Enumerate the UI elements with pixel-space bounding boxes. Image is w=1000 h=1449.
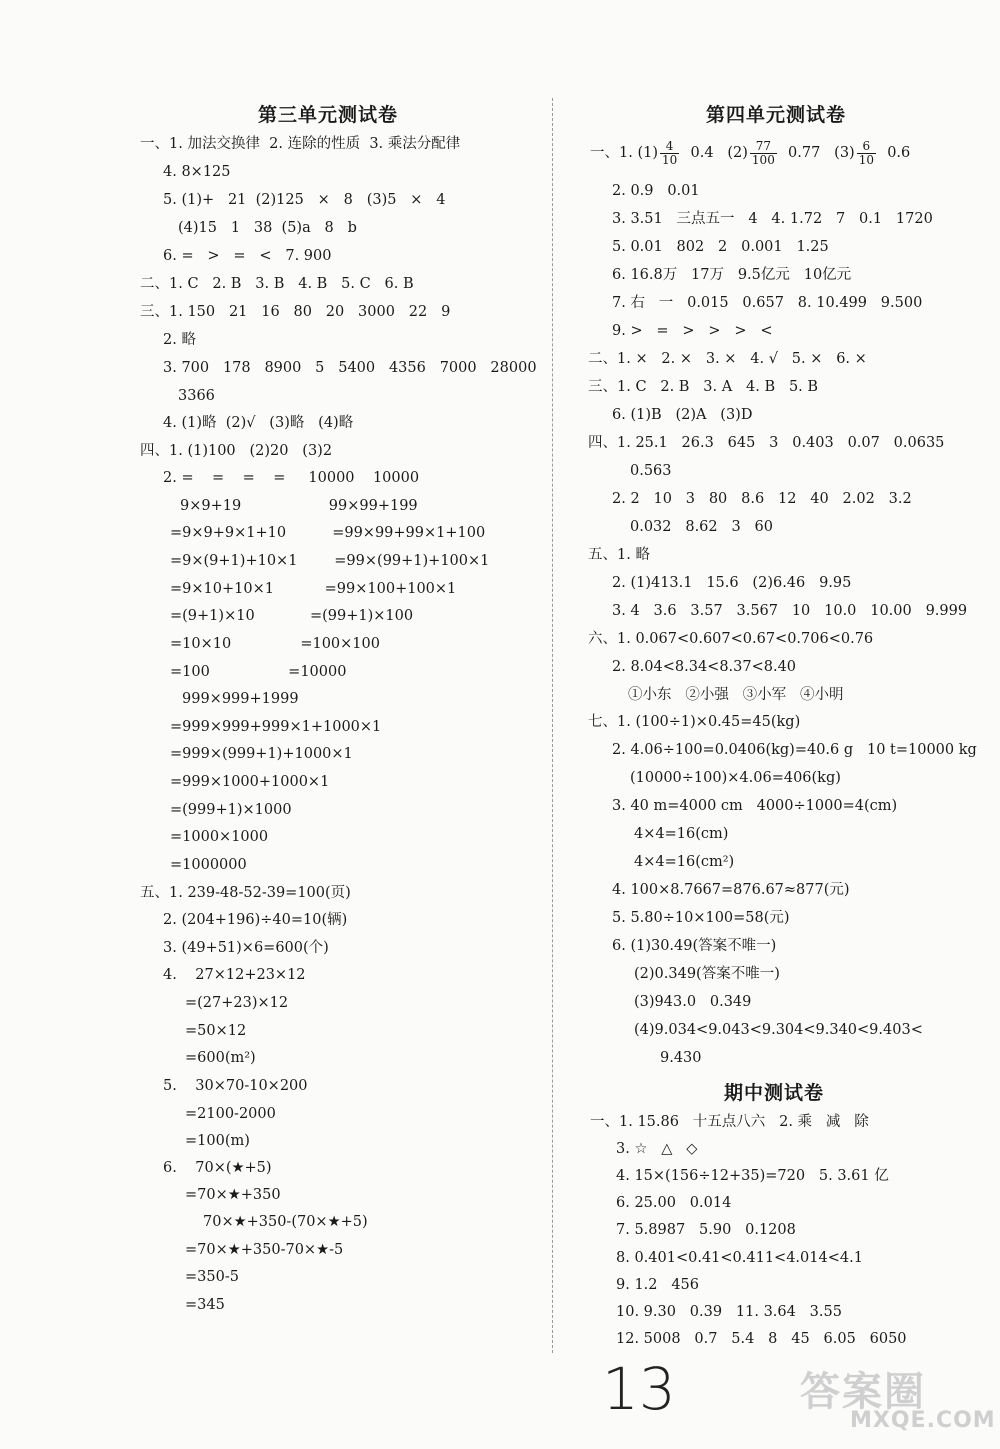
fraction-denominator: 10: [858, 152, 874, 167]
answer-line: 2. 4.06÷100=0.0406(kg)=40.6 g 10 t=10000 kg: [612, 742, 977, 758]
answer-line: 4. (1)略 (2)√ (3)略 (4)略: [163, 415, 354, 431]
fraction: [750, 140, 777, 167]
answer-line: 四、1. (1)100 (2)20 (3)2: [140, 443, 333, 459]
page-number: 13: [602, 1355, 676, 1423]
answer-line: (4)9.034<9.043<9.304<9.340<9.403<: [634, 1022, 923, 1038]
fraction: [857, 140, 876, 167]
answer-line: 6. 70×(★+5): [163, 1160, 272, 1176]
answer-line: (2)0.349(答案不唯一): [634, 966, 780, 982]
answer-line: ①小东 ②小强 ③小军 ④小明: [628, 687, 844, 703]
answer-line: =50×12: [185, 1023, 247, 1039]
answer-line: 999×999+1999: [182, 691, 299, 707]
answer-line: 12. 5008 0.7 5.4 8 45 6.05 6050: [616, 1331, 907, 1347]
fraction: [660, 140, 679, 167]
answer-line: 2. 略: [163, 332, 196, 348]
answer-line: 6. (1)30.49(答案不唯一): [612, 938, 777, 954]
answer-line: 三、1. 150 21 16 80 20 3000 22 9: [140, 304, 451, 320]
answer-line: =1000×1000: [170, 829, 269, 845]
answer-line: 8. 0.401<0.41<0.411<4.014<4.1: [616, 1250, 863, 1266]
answer-line: 5. 30×70-10×200: [163, 1078, 308, 1094]
answer-line: 六、1. 0.067<0.607<0.67<0.706<0.76: [588, 631, 874, 647]
answer-line: 7. 右 一 0.015 0.657 8. 10.499 9.500: [612, 295, 923, 311]
section-title-midterm: 期中测试卷: [724, 1082, 825, 1104]
answer-line: (3)943.0 0.349: [634, 994, 752, 1010]
answer-line: 3. 40 m=4000 cm 4000÷1000=4(cm): [612, 798, 898, 814]
answer-line: =999×1000+1000×1: [170, 774, 330, 790]
answer-line: 3. 700 178 8900 5 5400 4356 7000 28000: [163, 360, 537, 376]
answer-line: 6. = > = < 7. 900: [163, 248, 332, 264]
answer-line: (10000÷100)×4.06=406(kg): [630, 770, 841, 786]
answer-line: 三、1. C 2. B 3. A 4. B 5. B: [588, 379, 819, 395]
answer-line: =10×10 =100×100: [170, 636, 380, 652]
answer-line: 2. = = = = 10000 10000: [163, 470, 420, 486]
answer-line: 4. 8×125: [163, 164, 231, 180]
answer-line: 0.032 8.62 3 60: [630, 519, 773, 535]
fraction-numerator: 77: [750, 140, 777, 154]
answer-line: 五、1. 略: [588, 547, 650, 563]
answer-line: 9. > = > > > <: [612, 323, 773, 339]
answer-line: =70×★+350-70×★-5: [185, 1242, 344, 1258]
answer-line: 7. 5.8987 5.90 0.1208: [616, 1222, 796, 1238]
answer-line: 0.563: [630, 463, 672, 479]
answer-line: 4×4=16(cm): [634, 826, 729, 842]
answer-line: 四、1. 25.1 26.3 645 3 0.403 0.07 0.0635: [588, 435, 945, 451]
answer-line: =100(m): [185, 1133, 250, 1149]
answer-line: =100 =10000: [170, 664, 347, 680]
answer-line: 五、1. 239-48-52-39=100(页): [140, 885, 351, 901]
answer-line: 70×★+350-(70×★+5): [203, 1214, 368, 1230]
answer-line: 2. (204+196)÷40=10(辆): [163, 912, 348, 928]
fraction-numerator: 6: [857, 140, 876, 154]
answer-line-fractions: [590, 138, 910, 168]
answer-line: =9×10+10×1 =99×100+100×1: [170, 581, 457, 597]
answer-line: 二、1. C 2. B 3. B 4. B 5. C 6. B: [140, 276, 414, 292]
answer-line: =345: [185, 1297, 225, 1313]
answer-line: 七、1. (100÷1)×0.45=45(kg): [588, 714, 801, 730]
answer-line: 9. 1.2 456: [616, 1277, 700, 1293]
answer-line: =600(m²): [185, 1050, 256, 1066]
answer-line: =9×(9+1)+10×1 =99×(99+1)+100×1: [170, 553, 490, 569]
answer-line: 一、1. 15.86 十五点八六 2. 乘 减 除: [590, 1114, 869, 1130]
answer-line: 一、1. 加法交换律 2. 连除的性质 3. 乘法分配律: [140, 136, 461, 152]
section-title-unit3: 第三单元测试卷: [258, 104, 399, 126]
answer-line: 3366: [178, 388, 215, 404]
answer-line: 6. (1)B (2)A (3)D: [612, 407, 753, 423]
answer-line: =1000000: [170, 857, 247, 873]
answer-line: 6. 25.00 0.014: [616, 1195, 732, 1211]
answer-line: 3. 4 3.6 3.57 3.567 10 10.0 10.00 9.999: [612, 603, 968, 619]
answer-text: 一、1. (1): [590, 145, 658, 161]
answer-text: 0.4 (2): [681, 145, 748, 161]
answer-line: 2. 2 10 3 80 8.6 12 40 2.02 3.2: [612, 491, 912, 507]
answer-line: 3. 3.51 三点五一 4 4. 1.72 7 0.1 1720: [612, 211, 933, 227]
answer-line: =(27+23)×12: [185, 995, 289, 1011]
answer-line: 6. 16.8万 17万 9.5亿元 10亿元: [612, 267, 852, 283]
answer-line: 2. 8.04<8.34<8.37<8.40: [612, 659, 797, 675]
answer-text: 0.77 (3): [778, 145, 855, 161]
answer-line: =(9+1)×10 =(99+1)×100: [170, 608, 414, 624]
answer-line: 9×9+19 99×99+199: [180, 498, 418, 514]
answer-line: 4. 15×(156÷12+35)=720 5. 3.61 亿: [616, 1168, 889, 1184]
answer-line: 5. 0.01 802 2 0.001 1.25: [612, 239, 829, 255]
watermark-logo: 答案圈: [800, 1369, 926, 1415]
answer-line: 10. 9.30 0.39 11. 3.64 3.55: [616, 1304, 842, 1320]
answer-line: =350-5: [185, 1269, 239, 1285]
section-title-unit4: 第四单元测试卷: [706, 104, 847, 126]
fraction-numerator: 4: [660, 140, 679, 154]
answer-line: 5. (1)+ 21 (2)125 × 8 (3)5 × 4: [163, 192, 446, 208]
column-divider: [552, 98, 553, 1353]
fraction-denominator: 10: [661, 152, 678, 167]
fraction-denominator: 100: [751, 152, 775, 167]
answer-line: (4)15 1 38 (5)a 8 b: [178, 220, 357, 236]
answer-line: 3. ☆ △ ◇: [616, 1141, 698, 1157]
answer-line: =999×(999+1)+1000×1: [170, 746, 353, 762]
answer-line: =999×999+999×1+1000×1: [170, 719, 382, 735]
answer-line: 9.430: [660, 1050, 702, 1066]
answer-line: =9×9+9×1+10 =99×99+99×1+100: [170, 525, 486, 541]
answer-line: 2. 0.9 0.01: [612, 183, 700, 199]
answer-line: 5. 5.80÷10×100=58(元): [612, 910, 790, 926]
answer-line: =2100-2000: [185, 1106, 276, 1122]
answer-line: 2. (1)413.1 15.6 (2)6.46 9.95: [612, 575, 852, 591]
answer-line: 3. (49+51)×6=600(个): [163, 940, 329, 956]
answer-line: 4×4=16(cm²): [634, 854, 735, 870]
answer-line: =(999+1)×1000: [170, 802, 292, 818]
answer-line: 4. 27×12+23×12: [163, 967, 306, 983]
answer-line: 4. 100×8.7667=876.67≈877(元): [612, 882, 850, 898]
answer-line: =70×★+350: [185, 1187, 281, 1203]
watermark-url: MXQE.COM: [850, 1408, 996, 1433]
answer-text: 0.6: [877, 145, 911, 161]
answer-line: 二、1. × 2. × 3. × 4. √ 5. × 6. ×: [588, 351, 867, 367]
